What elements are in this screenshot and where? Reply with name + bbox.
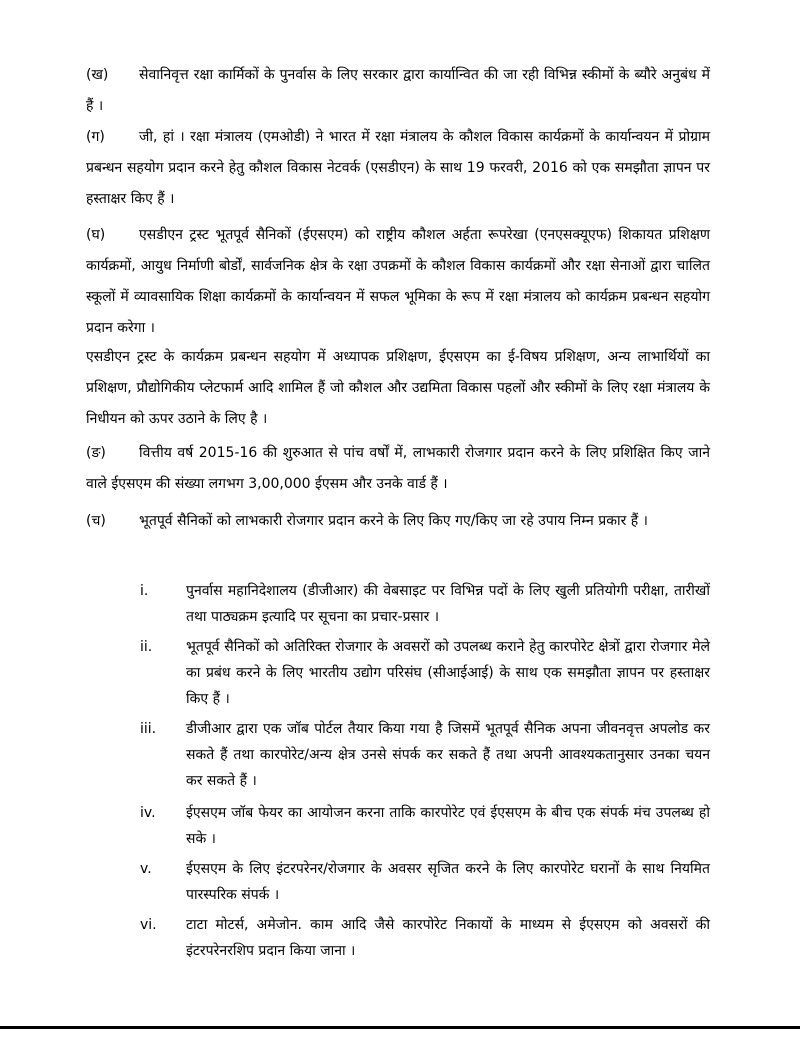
paragraph-text: वित्तीय वर्ष 2015-16 की शुरुआत से पांच वर्षों में, लाभकारी रोजगार प्रदान करने के लिए प्रशिक्षित किए जाने वाले ईएसएम की संख्या लगभग 3,00,000 ईएसम और उनके वार्ड हैं । (86, 445, 710, 492)
list-item (140, 716, 710, 794)
paragraph-label: (च) (86, 513, 106, 529)
paragraph-label: (ख) (86, 67, 109, 83)
list-item-number: v. (140, 861, 152, 877)
list-item-text: पुनर्वास महानिदेशालय (डीजीआर) की वेबसाइट पर विभिन्न पदों के लिए खुली प्रतियोगी परीक्षा, तारीखों तथा पाठ्यक्रम इत्यादि पर सूचना का प्रचार-प्रसार । (186, 583, 710, 625)
paragraph-text: एसडीएन ट्रस्ट के कार्यक्रम प्रबन्धन सहयोग में अध्यापक प्रशिक्षण, ईएसएम का ई-विषय प्रशिक्षण, अन्य लाभार्थियों का प्रशिक्षण, प्रौद्योगिकीय प्लेटफार्म आदि शामिल हैं जो कौशल और उद्यमिता विकास पहलों और स्कीमों के लिए रक्षा मंत्रालय के निधीयन को ऊपर उठाने के लिए है । (86, 349, 710, 427)
paragraph-text: एसडीएन ट्रस्ट भूतपूर्व सैनिकों (ईएसएम) को राष्ट्रीय कौशल अर्हता रूपरेखा (एनएसक्यूएफ) शिकायत प्रशिक्षण कार्यक्रमों, आयुध निर्माणी बोर्डों, सार्वजनिक क्षेत्र के रक्षा उपक्रमों के कौशल विकास कार्यक्रमों और रक्षा सेनाओं द्वारा चालित स्कूलों में व्यावसायिक शिक्षा कार्यक्रमों के कार्यान्वयन में सफल भूमिका के रूप में रक्षा मंत्रालय को कार्यक्रम प्रबन्धन सहयोग प्रदान करेगा । (86, 227, 710, 336)
list-item-text: ईएसएम जॉब फेयर का आयोजन करना ताकि कारपोरेट एवं ईएसएम के बीच एक संपर्क मंच उपलब्ध हो सके । (186, 805, 710, 847)
paragraph-ga (86, 122, 710, 215)
paragraph-text: भूतपूर्व सैनिकों को लाभकारी रोजगार प्रदान करने के लिए किए गए/किए जा रहे उपाय निम्न प्रकार हैं । (139, 513, 648, 529)
paragraph-kha (86, 60, 710, 122)
list-item-text: डीजीआर द्वारा एक जॉब पोर्टल तैयार किया गया है जिसमें भूतपूर्व सैनिक अपना जीवनवृत्त अपलोड कर सकते हैं तथा कारपोरेट/अन्य क्षेत्र उनसे संपर्क कर सकते हैं तथा अपनी आवश्यकतानुसार उनका चयन कर सकते हैं । (186, 721, 710, 789)
list-item (140, 578, 710, 630)
list-item-text: टाटा मोटर्स, अमेजोन. काम आदि जैसे कारपोरेट निकायों के माध्यम से ईएसएम को अवसरों की इंटरपरेनरशिप प्रदान किया जाना । (186, 917, 710, 959)
list-item (140, 856, 710, 908)
list-item-number: iii. (140, 721, 157, 737)
paragraph-label: (ग) (86, 129, 105, 145)
paragraph-text: जी, हां । रक्षा मंत्रालय (एमओडी) ने भारत में रक्षा मंत्रालय के कौशल विकास कार्यक्रमों के कार्यान्वयन में प्रोग्राम प्रबन्धन सहयोग प्रदान करने हेतु कौशल विकास नेटवर्क (एसडीएन) के साथ 19 फरवरी, 2016 को एक समझौता ज्ञापन पर हस्ताक्षर किए हैं । (86, 129, 710, 207)
paragraph-text: सेवानिवृत्त रक्षा कार्मिकों के पुनर्वास के लिए सरकार द्वारा कार्यान्वित की जा रही विभिन्न स्कीमों के ब्यौरे अनुबंध में हैं । (86, 67, 710, 114)
list-item-text: भूतपूर्व सैनिकों को अतिरिक्त रोजगार के अवसरों को उपलब्ध कराने हेतु कारपोरेट क्षेत्रों द्वारा रोजगार मेले का प्रबंध करने के लिए भारतीय उद्योग परिसंघ (सीआईआई) के साथ एक समझौता ज्ञापन पर हस्ताक्षर किए हैं । (186, 639, 710, 707)
list-item (140, 912, 710, 964)
list-item-number: i. (140, 583, 149, 599)
list-item-number: ii. (140, 639, 153, 655)
paragraph-nga (86, 438, 710, 500)
paragraph-label: (ङ) (86, 445, 106, 461)
paragraph-label: (घ) (86, 227, 106, 243)
list-item-number: iv. (140, 805, 156, 821)
list-item-number: vi. (140, 917, 157, 933)
list-item (140, 800, 710, 852)
paragraph-gha (86, 220, 710, 344)
list-item (140, 634, 710, 712)
list-item-text: ईएसएम के लिए इंटरपरेनर/रोजगार के अवसर सृजित करने के लिए कारपोरेट घरानों के साथ नियमित पारस्परिक संपर्क । (186, 861, 710, 903)
paragraph-sdn-support (86, 342, 710, 435)
paragraph-cha (86, 506, 710, 537)
page-bottom-rule (0, 1026, 800, 1029)
